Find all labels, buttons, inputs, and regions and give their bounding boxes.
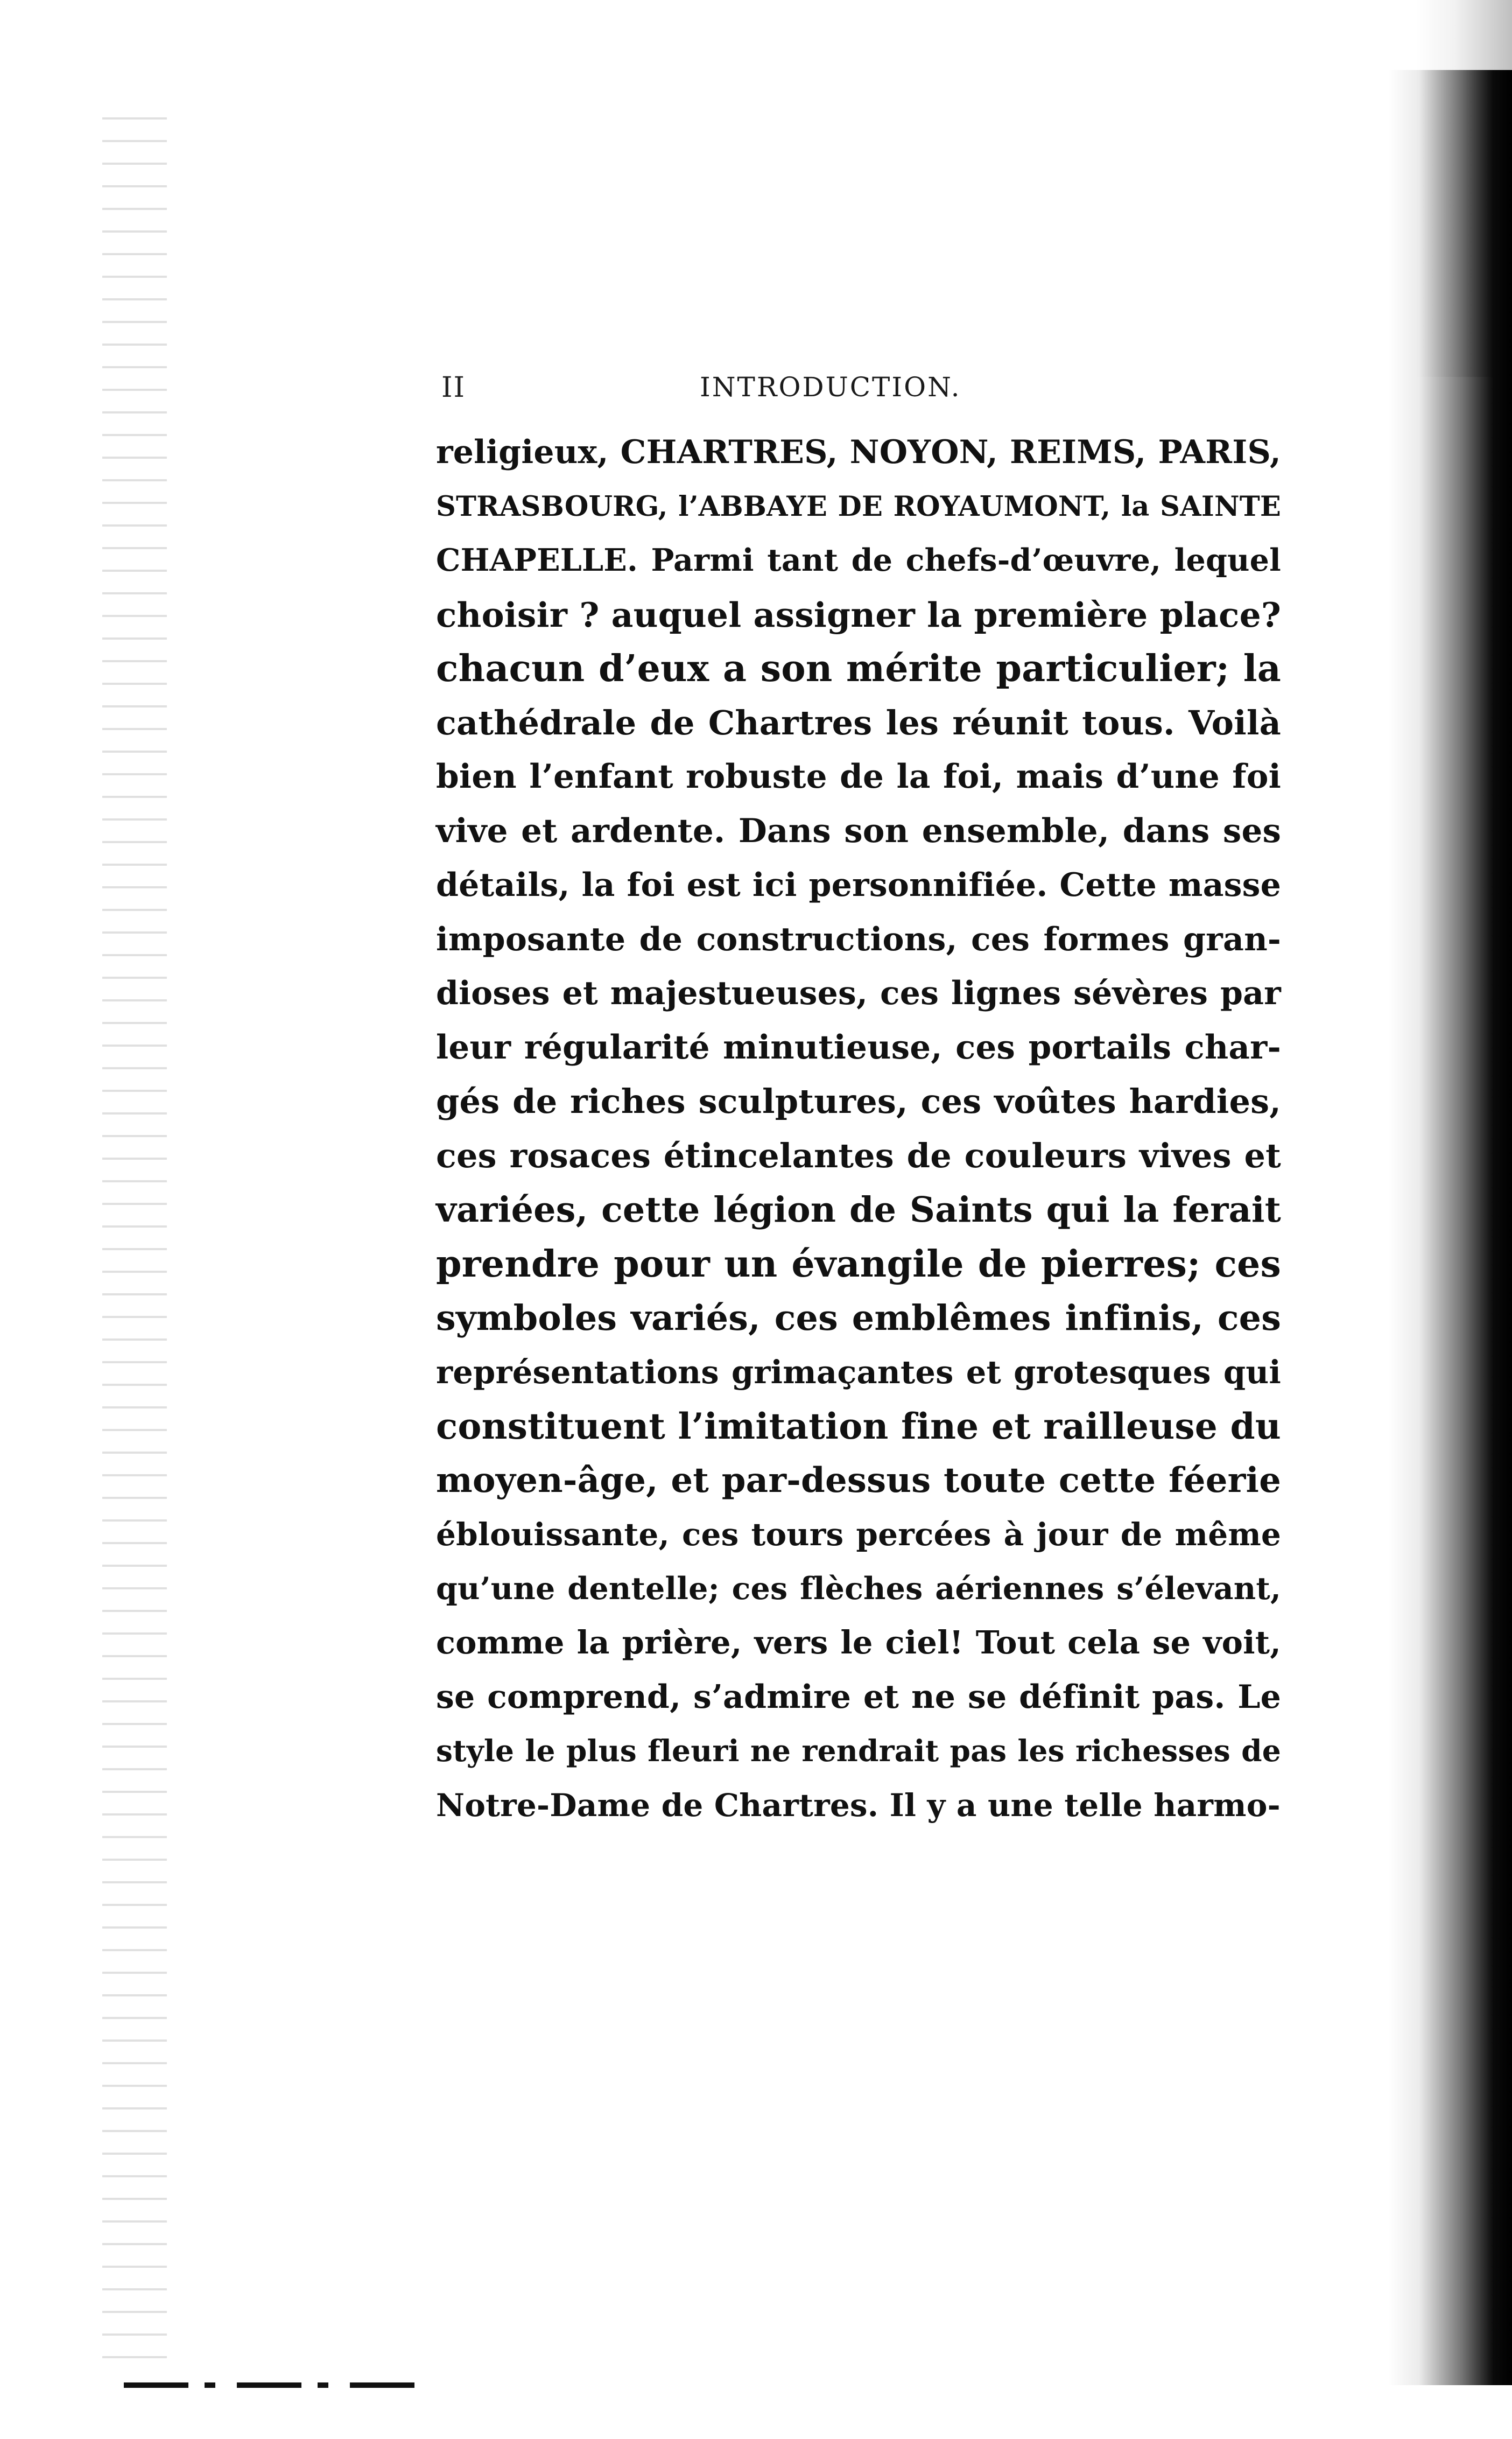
text-line: représentations grimaçantes et grotesques qui — [436, 1353, 1281, 1391]
text-line: comme la prière, vers le ciel! Tout cela se voit, — [436, 1624, 1281, 1661]
text-line: bien l’enfant robuste de la foi, mais d’une foi — [436, 758, 1281, 796]
text-line: éblouissante, ces tours percées à jour de même — [436, 1516, 1281, 1553]
text-line: style le plus fleuri ne rendrait pas les richesses de — [436, 1733, 1281, 1768]
text-line: se comprend, s’admire et ne se définit pas. Le — [436, 1678, 1281, 1716]
text-line: choisir ? auquel assigner la première place? — [436, 594, 1281, 635]
text-line: moyen-âge, et par-dessus toute cette féerie — [436, 1460, 1281, 1501]
text-line: STRASBOURG, l’ABBAYE DE ROYAUMONT, la SAINTE — [436, 490, 1281, 523]
text-line: chacun d’eux a son mérite particulier; la — [436, 647, 1281, 690]
bottom-scan-mark — [124, 2382, 425, 2388]
binding-shadow — [1388, 70, 1512, 2385]
text-line: dioses et majestueuses, ces lignes sévères par — [436, 975, 1281, 1012]
text-line: symboles variés, ces emblêmes infinis, ces — [436, 1298, 1281, 1338]
text-line: prendre pour un évangile de pierres; ces — [436, 1242, 1281, 1286]
margin-specks — [102, 97, 167, 2358]
text-line: imposante de constructions, ces formes gran- — [436, 920, 1281, 958]
text-line: variées, cette légion de Saints qui la ferait — [436, 1189, 1281, 1230]
text-line: religieux, CHARTRES, NOYON, REIMS, PARIS, — [436, 433, 1281, 471]
text-line: leur régularité minutieuse, ces portails char- — [436, 1028, 1281, 1067]
running-head — [441, 372, 1249, 409]
text-line: ces rosaces étincelantes de couleurs vives et — [436, 1136, 1281, 1175]
text-line: détails, la foi est ici personnifiée. Cette masse — [436, 866, 1281, 904]
text-line: Notre-Dame de Chartres. Il y a une telle harmo- — [436, 1786, 1281, 1824]
text-line: gés de riches sculptures, ces voûtes hardies, — [436, 1082, 1281, 1121]
text-line: constituent l’imitation fine et railleuse du — [436, 1405, 1281, 1447]
text-line: cathédrale de Chartres les réunit tous. Voilà — [436, 703, 1281, 742]
page-number: II — [441, 372, 466, 404]
running-title: INTRODUCTION. — [700, 372, 961, 403]
text-line: CHAPELLE. Parmi tant de chefs-d’œuvre, lequel — [436, 542, 1281, 578]
text-line: vive et ardente. Dans son ensemble, dans ses — [436, 811, 1281, 850]
text-line: qu’une dentelle; ces flèches aériennes s’élevant, — [436, 1570, 1281, 1607]
body-text — [436, 425, 1281, 1832]
